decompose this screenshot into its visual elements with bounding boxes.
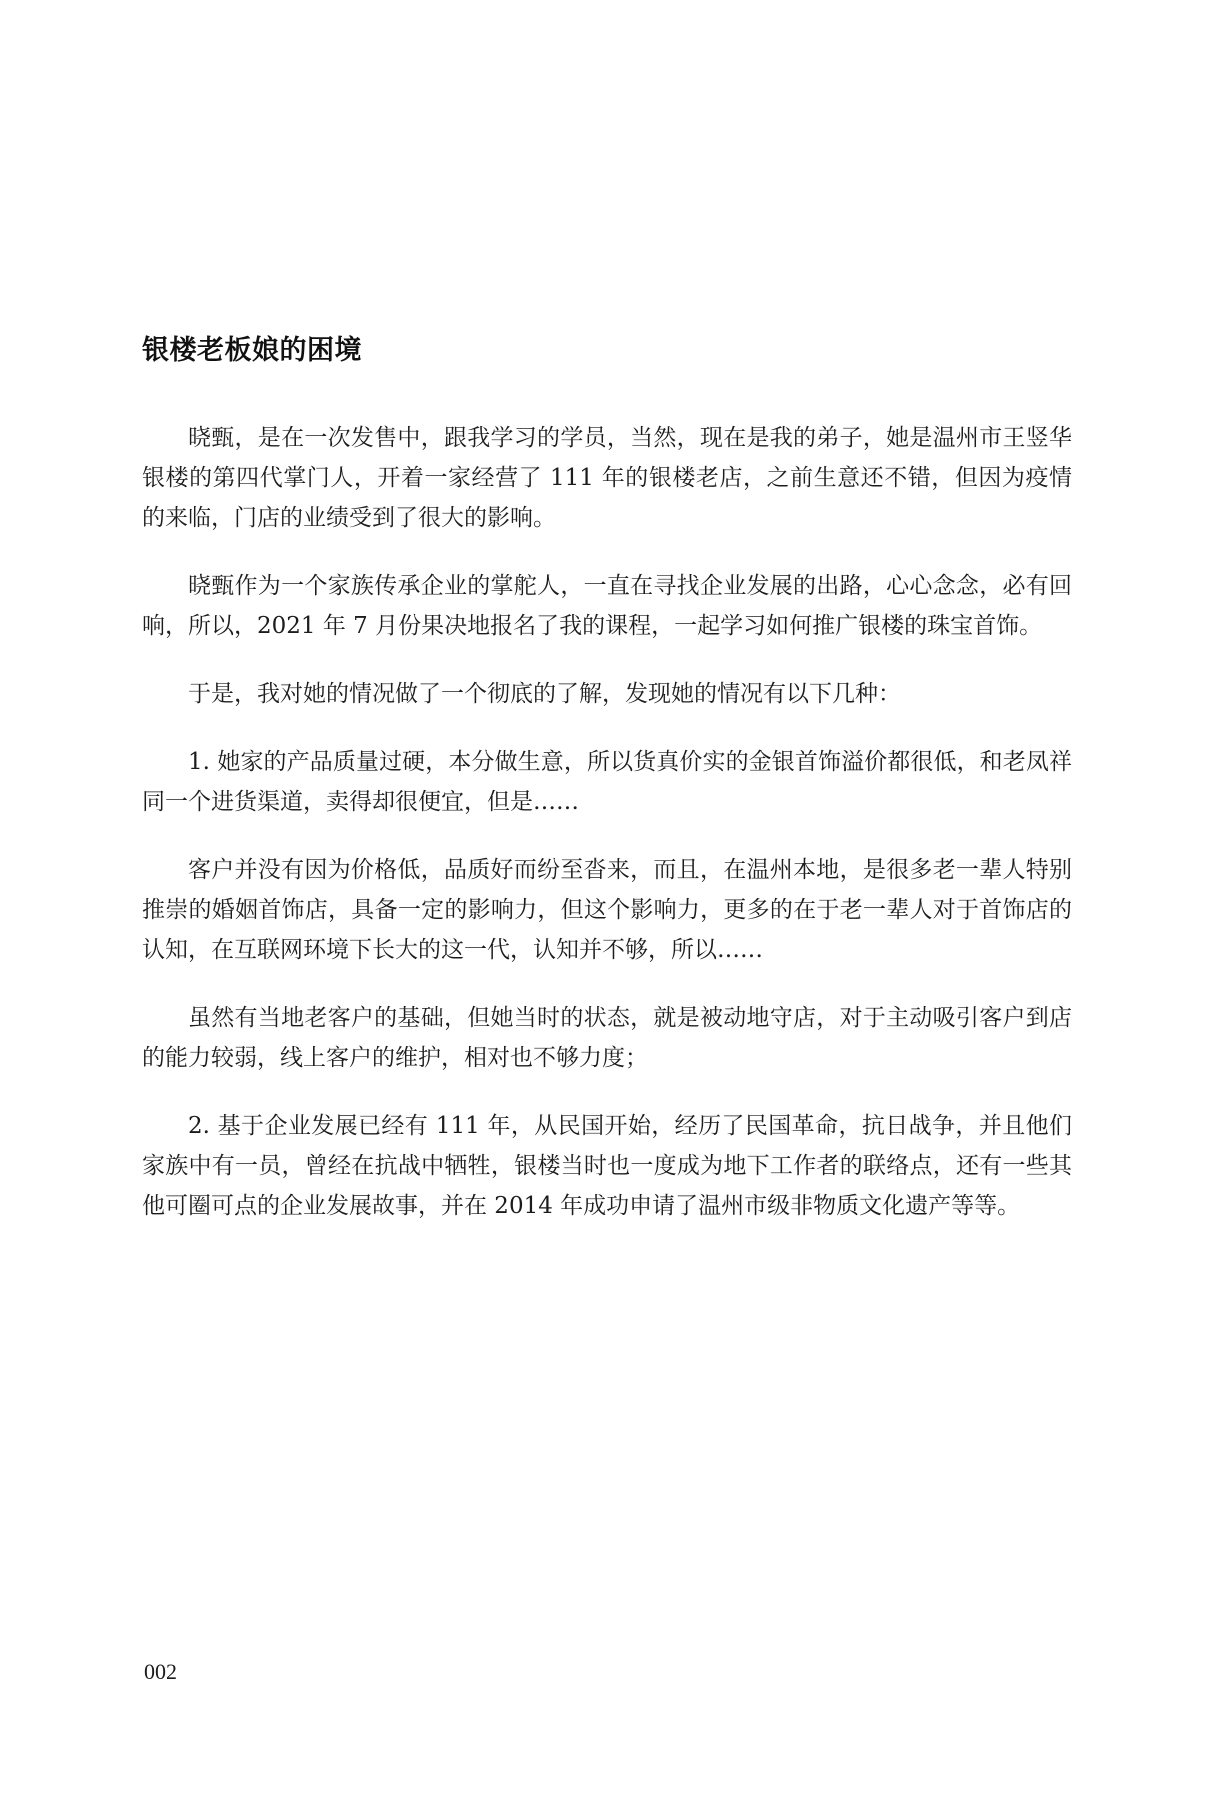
body-text <box>142 418 1072 1254</box>
section-heading: 银楼老板娘的困境 <box>142 335 362 366</box>
paragraph: 虽然有当地老客户的基础，但她当时的状态，就是被动地守店，对于主动吸引客户到店的能力较弱，线上客户的维护，相对也不够力度； <box>142 1005 1072 1071</box>
paragraph: 1. 她家的产品质量过硬，本分做生意，所以货真价实的金银首饰溢价都很低，和老凤祥同一个进货渠道，卖得却很便宜，但是…… <box>142 749 1072 815</box>
paragraph: 于是，我对她的情况做了一个彻底的了解，发现她的情况有以下几种： <box>188 681 901 707</box>
page-number: 002 <box>144 1659 177 1684</box>
paragraph: 2. 基于企业发展已经有 111 年，从民国开始，经历了民国革命，抗日战争，并且他们家族中有一员，曾经在抗战中牺牲，银楼当时也一度成为地下工作者的联络点，还有一些其他可圈可点的企业发展故事，并在 2014 年成功申请了温州市级非物质文化遗产等等。 <box>142 1113 1072 1219</box>
paragraph: 晓甄作为一个家族传承企业的掌舵人，一直在寻找企业发展的出路，心心念念，必有回响，所以，2021 年 7 月份果决地报名了我的课程，一起学习如何推广银楼的珠宝首饰。 <box>142 573 1072 639</box>
paragraph: 晓甄，是在一次发售中，跟我学习的学员，当然，现在是我的弟子，她是温州市王竖华银楼的第四代掌门人，开着一家经营了 111 年的银楼老店，之前生意还不错，但因为疫情的来临，门店的业绩受到了很大的影响。 <box>142 425 1072 531</box>
paragraph: 客户并没有因为价格低，品质好而纷至沓来，而且，在温州本地，是很多老一辈人特别推崇的婚姻首饰店，具备一定的影响力，但这个影响力，更多的在于老一辈人对于首饰店的认知，在互联网环境下长大的这一代，认知并不够，所以…… <box>142 857 1072 963</box>
